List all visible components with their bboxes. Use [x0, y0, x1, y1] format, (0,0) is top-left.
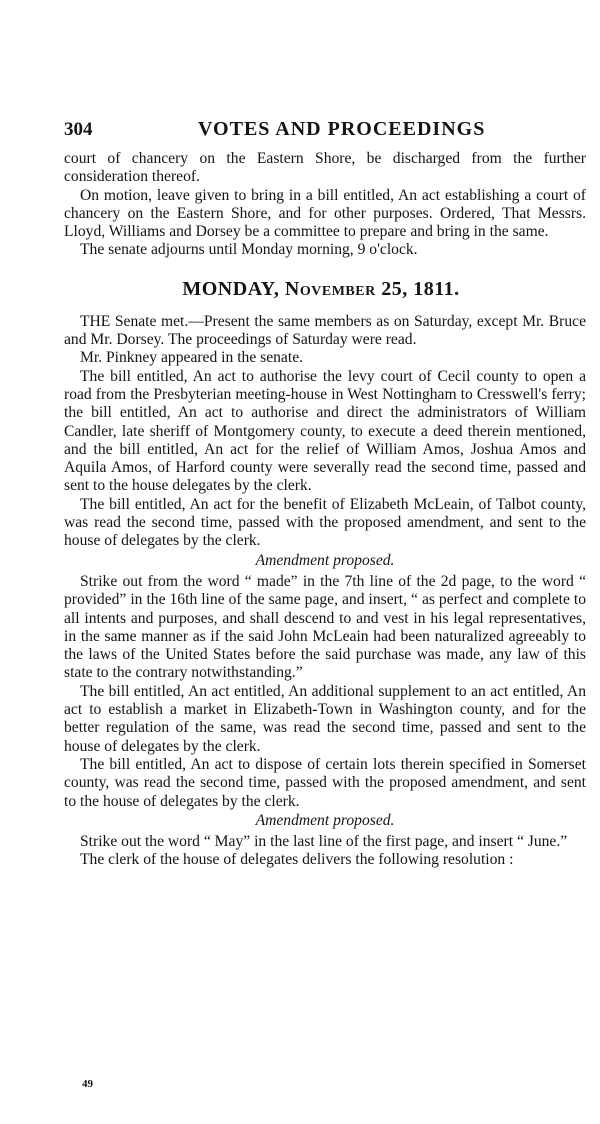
page-number: 304 [64, 119, 93, 140]
amendment-text-2: Strike out the word “ May” in the last line of the first page, and insert “ June.” [80, 833, 568, 851]
paragraph-clerk-resolution: The clerk of the house of delegates delivers the following resolution : [80, 851, 514, 869]
running-head: VOTES AND PROCEEDINGS [198, 118, 486, 140]
day-heading-month: November [284, 277, 376, 300]
paragraph-bills-cecil: The bill entitled, An act to authorise the levy court of Cecil county to open a road from the Presbyterian meeting-house in West Nottingham to Cresswell's ferry; the bill entitled, An act to authorise and direct the administrators of William Candler, late sheriff of Montgomery county, to execute a deed therein mentioned, and the bill entitled, An act for the relief of William Amos, Joshua Amos and Aquila Amos, of Harford county were severally read the second time, passed and sent to the house delegates by the clerk. [64, 367, 586, 495]
paragraph-pinkney: Mr. Pinkney appeared in the senate. [80, 349, 304, 367]
paragraph-bill-somerset: The bill entitled, An act to dispose of certain lots therein specified in Somerset county, was read the second time, passed with the proposed amendment, and sent to the house of delegates by the clerk. [64, 755, 586, 810]
page-header [64, 118, 586, 150]
paragraph-bill-mcleain: The bill entitled, An act for the benefit of Elizabeth McLeain, of Talbot county, was read the second time, passed with the proposed amendment, and sent to the house of delegates by the clerk. [64, 495, 586, 550]
paragraph-continuation: court of chancery on the Eastern Shore, be discharged from the further consideration thereof. [64, 150, 586, 186]
signature-mark: 49 [82, 1078, 93, 1090]
day-heading [64, 278, 586, 301]
paragraph-bill-market: The bill entitled, An act entitled, An additional supplement to an act entitled, An act to establish a market in Elizabeth-Town in Washington county, and for the better regulation of the same, was read the second time, passed and sent to the house of delegates by the clerk. [64, 682, 586, 755]
paragraph-motion: On motion, leave given to bring in a bill entitled, An act establishing a court of chancery on the Eastern Shore, and for other purposes. Ordered, That Messrs. Lloyd, Williams and Dorsey be a committee to prepare and bring in the same. [64, 186, 586, 241]
amendment-heading-2: Amendment proposed. [255, 811, 395, 829]
paragraph-senate-met: THE Senate met.—Present the same members as on Saturday, except Mr. Bruce and Mr. Dorsey. The proceedings of Saturday were read. [64, 312, 586, 349]
paragraph-adjourn: The senate adjourns until Monday morning, 9 o'clock. [80, 241, 418, 259]
amendment-text-1: Strike out from the word “ made” in the 7th line of the 2d page, to the word “ provided” in the 16th line of the same page, and insert, “ as perfect and complete to all intents and purposes, and shall descend to and vest in his legal representatives, in the same manner as if the said John McLeain had been naturalized agreeably to the laws of the United States before the said purchase was made, any law of this state to the contrary notwithstanding.” [64, 572, 586, 682]
day-heading-day: MONDAY, [182, 277, 280, 300]
day-heading-date: 25, 1811. [381, 277, 460, 300]
amendment-heading-1: Amendment proposed. [255, 551, 395, 569]
